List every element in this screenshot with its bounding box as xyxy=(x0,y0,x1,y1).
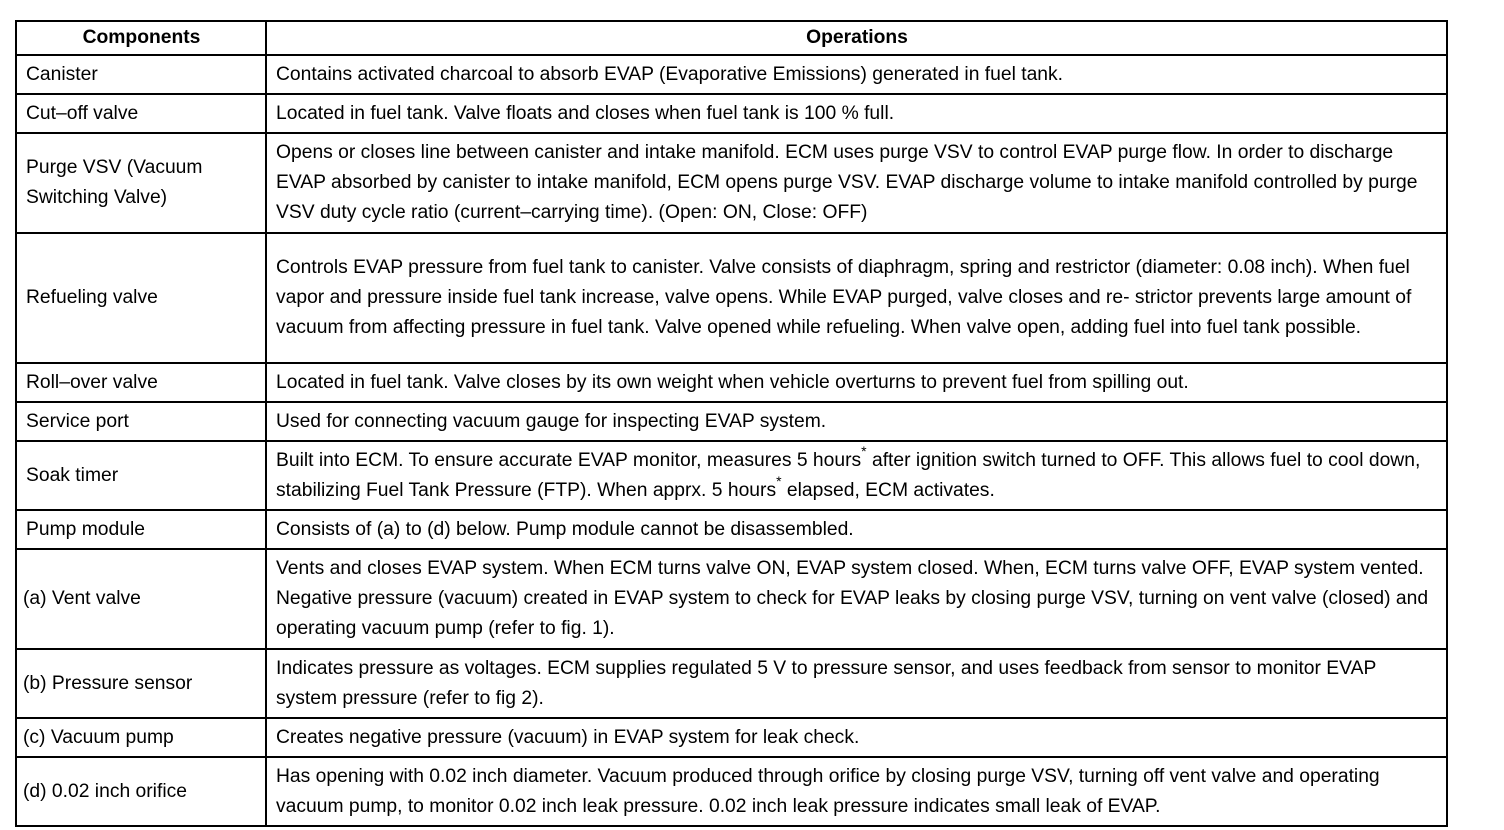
operation-cell: Creates negative pressure (vacuum) in EVAP system for leak check. xyxy=(266,718,1447,757)
header-operations: Operations xyxy=(266,21,1447,55)
header-components: Components xyxy=(16,21,266,55)
component-cell: (b) Pressure sensor xyxy=(16,649,266,718)
table-row xyxy=(16,233,1447,363)
table-row xyxy=(16,133,1447,233)
table-row xyxy=(16,510,1447,549)
component-cell: Purge VSV (Vacuum Switching Valve) xyxy=(16,133,266,233)
operation-cell: Controls EVAP pressure from fuel tank to canister. Valve consists of diaphragm, spring and restrictor (diameter: 0.08 inch). When fuel vapor and pressure inside fuel tank increase, valve opens. While EVAP purged, valve closes and re- strictor prevents large amount of vacuum from affecting pressure in fuel tank. Valve opened while refueling. When valve open, adding fuel into fuel tank possible. xyxy=(266,233,1447,363)
table-row xyxy=(16,757,1447,826)
operation-cell: Has opening with 0.02 inch diameter. Vacuum produced through orifice by closing purge VSV, turning off vent valve and operating vacuum pump, to monitor 0.02 inch leak pressure. 0.02 inch leak pressure indicates small leak of EVAP. xyxy=(266,757,1447,826)
table-row xyxy=(16,363,1447,402)
component-cell: (d) 0.02 inch orifice xyxy=(16,757,266,826)
component-cell: Cut–off valve xyxy=(16,94,266,133)
operation-cell: Used for connecting vacuum gauge for inspecting EVAP system. xyxy=(266,402,1447,441)
components-operations-table xyxy=(15,20,1448,827)
soak-timer-text-c: elapsed, ECM activates. xyxy=(781,479,995,501)
operation-cell: Consists of (a) to (d) below. Pump module cannot be disassembled. xyxy=(266,510,1447,549)
component-cell: Canister xyxy=(16,55,266,94)
table-row xyxy=(16,441,1447,510)
component-cell: (a) Vent valve xyxy=(16,549,266,649)
table-row xyxy=(16,549,1447,649)
soak-timer-text-b: after ignition switch turned to OFF. This allows fuel to cool down, stabilizing Fuel Tank Pressure (FTP). When apprx. 5 hours xyxy=(276,449,1421,501)
operation-cell: Indicates pressure as voltages. ECM supplies regulated 5 V to pressure sensor, and uses feedback from sensor to monitor EVAP system pressure (refer to fig 2). xyxy=(266,649,1447,718)
operation-cell xyxy=(266,441,1447,510)
component-cell: Roll–over valve xyxy=(16,363,266,402)
operation-cell: Vents and closes EVAP system. When ECM turns valve ON, EVAP system closed. When, ECM turns valve OFF, EVAP system vented. Negative pressure (vacuum) created in EVAP system to check for EVAP leaks by closing purge VSV, turning on vent valve (closed) and operating vacuum pump (refer to fig. 1). xyxy=(266,549,1447,649)
component-cell: (c) Vacuum pump xyxy=(16,718,266,757)
table-row xyxy=(16,402,1447,441)
component-cell: Soak timer xyxy=(16,441,266,510)
operation-cell: Located in fuel tank. Valve floats and closes when fuel tank is 100 % full. xyxy=(266,94,1447,133)
component-cell: Service port xyxy=(16,402,266,441)
operation-cell: Opens or closes line between canister and intake manifold. ECM uses purge VSV to control EVAP purge flow. In order to discharge EVAP absorbed by canister to intake manifold, ECM opens purge VSV. EVAP discharge volume to intake manifold controlled by purge VSV duty cycle ratio (current–carrying time). (Open: ON, Close: OFF) xyxy=(266,133,1447,233)
table-row xyxy=(16,94,1447,133)
footnote-asterisk: * xyxy=(776,473,782,490)
soak-timer-text-a: Built into ECM. To ensure accurate EVAP monitor, measures 5 hours xyxy=(276,449,862,471)
table-header-row xyxy=(16,21,1447,55)
operation-cell: Contains activated charcoal to absorb EVAP (Evaporative Emissions) generated in fuel tank. xyxy=(266,55,1447,94)
footnote-asterisk: * xyxy=(861,443,867,460)
table-row xyxy=(16,718,1447,757)
table-row xyxy=(16,55,1447,94)
table-row xyxy=(16,649,1447,718)
component-cell: Pump module xyxy=(16,510,266,549)
component-cell: Refueling valve xyxy=(16,233,266,363)
operation-cell: Located in fuel tank. Valve closes by its own weight when vehicle overturns to prevent fuel from spilling out. xyxy=(266,363,1447,402)
